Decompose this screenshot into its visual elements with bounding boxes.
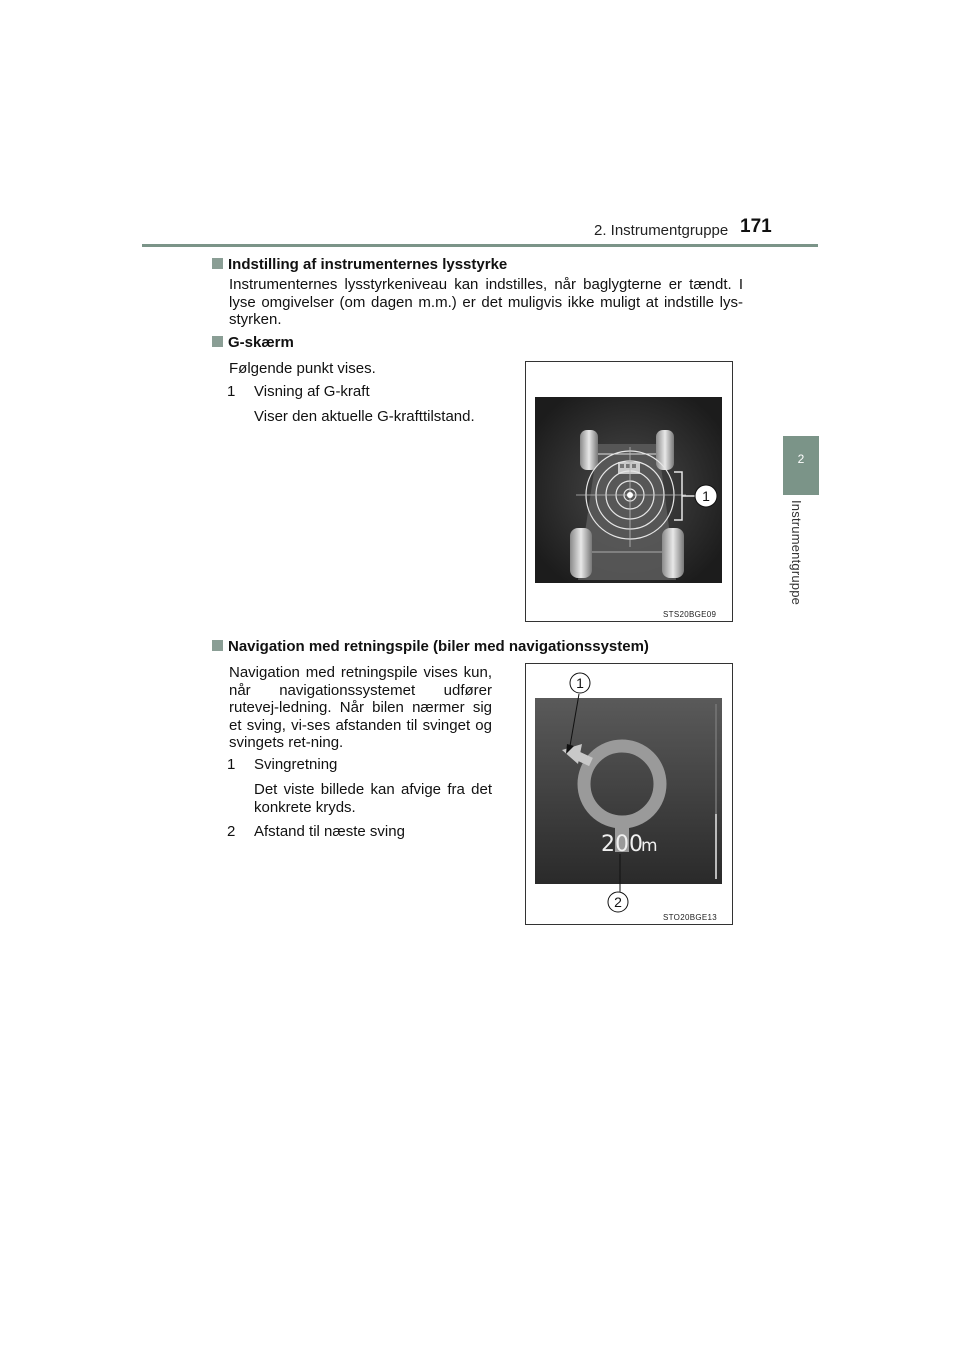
- item-number-1: 1: [227, 383, 236, 400]
- section-heading-brightness: Indstilling af instrumenternes lysstyrke: [212, 256, 507, 273]
- navigation-figure: [525, 663, 733, 925]
- distance-value: 200: [601, 832, 643, 857]
- navigation-paragraph: Navigation med retningspile vises kun, når navigationssystemet udfører rutevej-ledning. Når bilen nærmer sig et sving, vi-ses afstanden til svinget og svingets ret-ning.: [229, 664, 492, 751]
- item-number-2: 2: [227, 823, 236, 840]
- heading-bullet-icon: [212, 336, 223, 347]
- heading-bullet-icon: [212, 640, 223, 651]
- callout-1: 1: [702, 488, 710, 504]
- figure-code: STS20BGE09: [663, 610, 717, 619]
- page-number: 171: [740, 216, 772, 237]
- heading-bullet-icon: [212, 258, 223, 269]
- callout-2: 2: [614, 894, 622, 910]
- figure-code: STO20BGE13: [663, 913, 717, 922]
- g-display-figure: [525, 361, 733, 622]
- chapter-title: 2. Instrumentgruppe: [594, 222, 729, 239]
- distance-unit: m: [641, 836, 658, 856]
- chapter-tab-number: 2: [797, 452, 805, 466]
- brightness-paragraph: Instrumenternes lysstyrkeniveau kan indstilles, når baglygterne er tændt. I lyse omgivelser (om dagen m.m.) er det muligvis ikke muligt at indstille lys-styrken.: [229, 276, 743, 328]
- item-desc-turn-direction: Det viste billede kan afvige fra det konkrete kryds.: [254, 781, 492, 816]
- item-title-turn-direction: Svingretning: [254, 756, 338, 773]
- item-number-1: 1: [227, 756, 236, 773]
- item-title-distance: Afstand til næste sving: [254, 823, 405, 840]
- callout-1: 1: [576, 675, 584, 691]
- navigation-illustration: [526, 664, 732, 924]
- g-display-intro: Følgende punkt vises.: [229, 360, 376, 377]
- section-heading-navigation: Navigation med retningspile (biler med navigationssystem): [212, 638, 649, 655]
- item-title-g-force: Visning af G-kraft: [254, 383, 370, 400]
- section-heading-g-display: G-skærm: [212, 334, 294, 351]
- item-desc-g-force: Viser den aktuelle G-krafttilstand.: [254, 408, 475, 425]
- chapter-tab-label: Instrumentgruppe: [789, 500, 804, 606]
- header-rule: [142, 244, 818, 247]
- g-display-illustration: [526, 362, 732, 621]
